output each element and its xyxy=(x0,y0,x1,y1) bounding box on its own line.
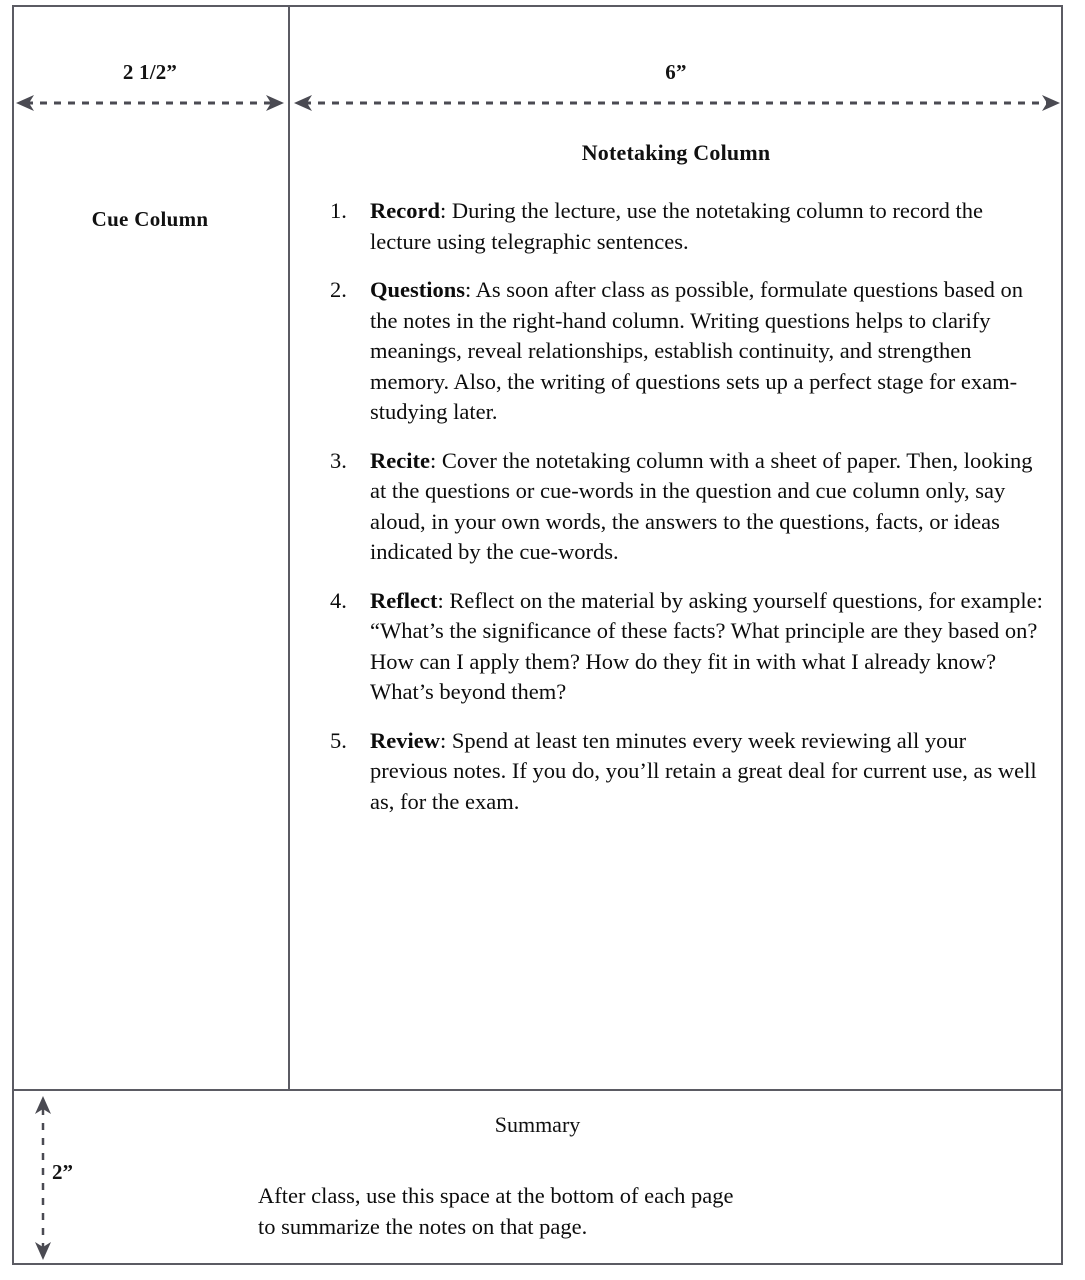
list-item-term: Record xyxy=(370,198,440,223)
list-item-number: 4. xyxy=(330,587,347,613)
list-item-text: : As soon after class as possible, formulate questions based on the notes in the right-hand column. Writing questions helps to clarify meanings, reveal relationships, establish continuity, and strengthen memory. Also, the writing of questions sets up a perfect stage for exam-studying later. xyxy=(370,277,1024,424)
summary-section-title: Summary xyxy=(494,1112,581,1137)
list-item xyxy=(330,275,1045,428)
list-item-term: Reflect xyxy=(370,587,438,613)
column-divider-line xyxy=(288,5,290,1090)
list-item-text: : Reflect on the material by asking yourself questions, for example: “What’s the significance of these facts? What principle are they based on? How can I apply them? How do they fit in with what I already know? What’s beyond them? xyxy=(370,587,1043,704)
list-item xyxy=(330,196,1045,257)
list-item-term: Recite xyxy=(370,447,430,473)
list-item-text: : Spend at least ten minutes every week reviewing all your previous notes. If you do, you’ll retain a great deal for current use, as well as, for the exam. xyxy=(370,727,1037,814)
cue-width-dimension-arrow xyxy=(14,92,286,114)
list-item xyxy=(330,726,1045,818)
list-item-number: 5. xyxy=(330,727,347,753)
notetaking-column-title: Notetaking Column xyxy=(581,140,771,165)
list-item-number: 3. xyxy=(330,447,347,473)
list-item-term: Questions xyxy=(370,277,466,302)
summary-instructions-line-2: to summarize the notes on that page. xyxy=(258,1214,588,1239)
notetaking-steps-list xyxy=(330,196,1045,817)
summary-height-dimension-label: 2” xyxy=(52,1160,73,1184)
list-item xyxy=(330,446,1045,568)
list-item-text: : Cover the notetaking column with a sheet of paper. Then, looking at the questions or cue-words in the question and cue column only, say aloud, in your own words, the answers to the questions, facts, or ideas indicated by the cue-words. xyxy=(370,447,1033,564)
summary-divider-line xyxy=(12,1089,1063,1091)
summary-instructions-line-1: After class, use this space at the bottom of each page xyxy=(258,1183,734,1208)
cue-width-dimension-label: 2 1/2” xyxy=(122,60,178,84)
list-item xyxy=(330,586,1045,708)
cue-column-title: Cue Column xyxy=(91,207,209,231)
notetaking-width-dimension-arrow xyxy=(292,92,1062,114)
summary-instructions xyxy=(258,1180,958,1242)
double-headed-arrow-icon xyxy=(14,92,286,114)
list-item-term: Review xyxy=(370,727,440,753)
double-headed-arrow-icon xyxy=(292,92,1062,114)
list-item-text: : During the lecture, use the notetaking column to record the lecture using telegraphic sentences. xyxy=(370,198,983,254)
notetaking-width-dimension-label: 6” xyxy=(665,60,687,84)
list-item-number: 1. xyxy=(330,198,347,223)
list-item-number: 2. xyxy=(330,277,347,302)
